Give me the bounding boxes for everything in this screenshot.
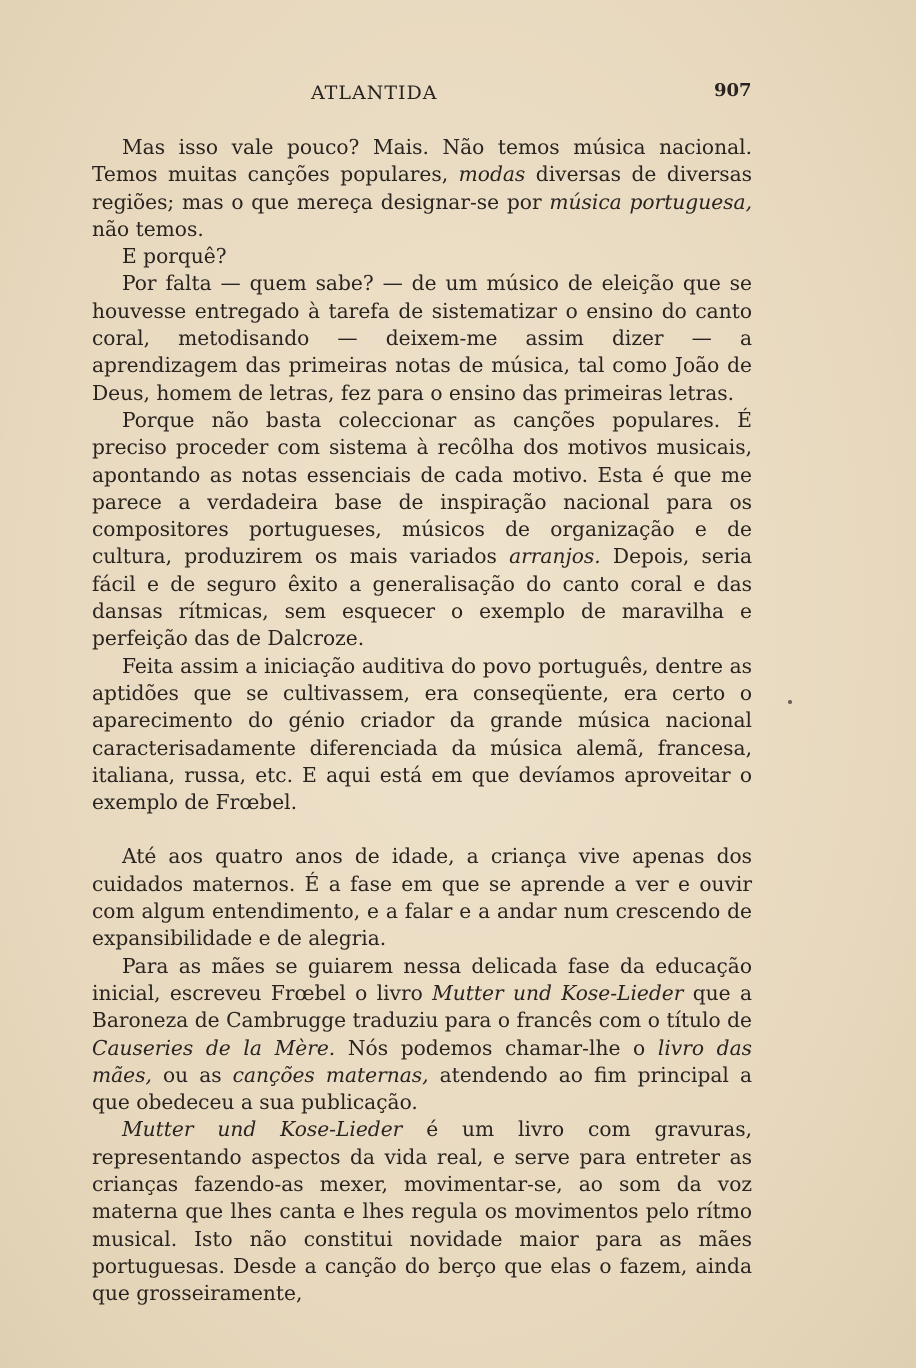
paragraph [92, 243, 752, 270]
paragraph [92, 134, 752, 243]
paragraph [92, 270, 752, 406]
italic-text-run: música portuguesa, [549, 189, 752, 214]
text-run: Mas isso vale pouco? Mais. Não temos música nacional. Temos muitas canções populares, [92, 135, 752, 187]
text-run: Depois, seria fácil e de seguro êxito a generalisação do canto coral e das dansas rítmicas, sem esquecer o exemplo de maravilha e perfeição das de Dalcroze. [92, 544, 753, 651]
text-run: Para as mães se guiarem nessa delicada fase da educação inicial, escreveu Frœbel o livro [92, 953, 752, 1005]
text-run: atendendo ao fim principal a que obedeceu a sua publicação. [92, 1062, 752, 1115]
paragraph [92, 843, 752, 952]
paragraph [92, 653, 752, 817]
italic-text-run: livro das mães, [92, 1035, 752, 1087]
running-title: ATLANTIDA [311, 82, 438, 104]
italic-text-run: modas [458, 162, 526, 187]
text-run: é um livro com gravuras, representando aspectos da vida real, e serve para entreter as crianças fazendo-as mexer, movimentar-se, ao som da voz materna que lhes canta e lhes regula os movimentos pelo rítmo musical. Isto não constitui novidade maior para as mães portuguesas. Desde a canção do berço que elas o fazem, ainda que grosseiramente, [92, 1117, 752, 1306]
page-number: 907 [714, 80, 752, 101]
paragraph [92, 407, 752, 653]
body-text [92, 134, 752, 1307]
text-run: Feita assim a iniciação auditiva do povo português, dentre as aptidões que se cultivassem, era conseqüente, era certo o aparecimento do génio criador da grande música nacional caracterisadamente diferenciada da música alemã, francesa, italiana, russa, etc. E aqui está em que devíamos aproveitar o exemplo de Frœbel. [92, 653, 752, 815]
italic-text-run: arranjos. [509, 544, 601, 569]
text-run: Até aos quatro anos de idade, a criança vive apenas dos cuidados maternos. É a fase em que se aprende a ver e ouvir com algum entendimento, e a falar e a andar num crescendo de expansibilidade e de alegria. [92, 844, 752, 951]
text-run: diversas de diversas regiões; mas o que mereça designar-se por [92, 162, 752, 214]
italic-text-run: canções maternas, [232, 1062, 429, 1087]
italic-text-run: Mutter und Kose-Lieder [122, 1117, 403, 1142]
text-run: Porque não basta coleccionar as canções populares. É preciso proceder com sistema à recôlha dos motivos musicais, apontando as notas essenciais de cada motivo. Esta é que me parece a verdadeira base de inspiração nacional para os compositores portugueses, músicos de organização e de cultura, produzirem os mais variados [92, 407, 752, 569]
page-header [0, 82, 916, 112]
paper-speck [788, 700, 792, 704]
text-run: não temos. [92, 216, 204, 241]
italic-text-run: Mutter und Kose-Lieder [432, 980, 684, 1005]
paragraph [92, 953, 752, 1117]
text-run: Por falta — quem sabe? — de um músico de eleição que se houvesse entregado à tarefa de sistematizar o ensino do canto coral, metodisando — deixem-me assim dizer — a aprendizagem das primeiras notas de música, tal como João de Deus, homem de letras, fez para o ensino das primeiras letras. [92, 271, 752, 405]
paragraph [92, 1116, 752, 1307]
text-run: que a Baroneza de Cambrugge traduziu para o francês com o título de [92, 980, 752, 1033]
text-run: ou as [151, 1062, 233, 1087]
text-run: Nós podemos chamar-lhe o [335, 1035, 658, 1060]
italic-text-run: Causeries de la Mère. [92, 1035, 336, 1060]
text-run: E porquê? [122, 244, 227, 269]
